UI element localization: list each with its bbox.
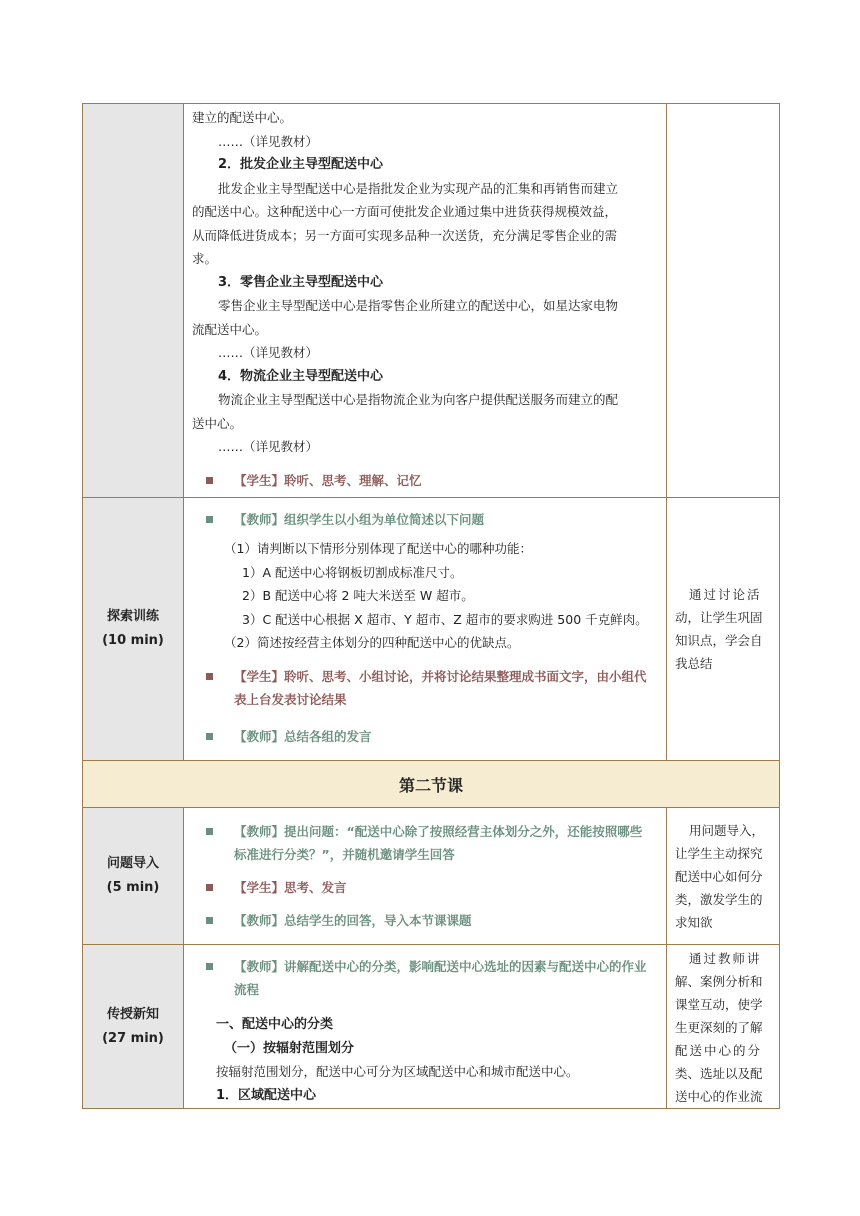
design-intent-text: 课堂互动，使学: [675, 997, 763, 1012]
student-activity-text: 表上台发表讨论结果: [234, 691, 347, 707]
section-title: 第二节课: [398, 775, 463, 795]
table-row: [83, 498, 780, 761]
content-line: ……（详见教材）: [218, 345, 319, 360]
design-intent-text: 生更深刻的了解: [675, 1020, 763, 1035]
teacher-activity-text: 【教师】提出问题：“配送中心除了按照经营主体划分之外，还能按照哪些: [234, 824, 643, 839]
question-line: 3）C 配送中心根据 X 超市、Y 超市、Z 超市的要求购进 500 千克鲜肉。: [242, 611, 648, 627]
stage-time: (10 min): [102, 633, 164, 648]
teacher-activity-text: 【教师】讲解配送中心的分类，影响配送中心选址的因素与配送中心的作业: [234, 959, 647, 974]
stage-label-cell: [83, 945, 184, 1109]
table-row: [83, 945, 780, 1109]
design-intent-text: 我总结: [675, 656, 713, 671]
question-line: （1）请判断以下情形分别体现了配送中心的哪种功能：: [224, 541, 532, 556]
square-bullet-icon: [206, 963, 213, 970]
teacher-activity: [184, 820, 666, 866]
heading-level-1: 一、配送中心的分类: [216, 1017, 334, 1032]
student-activity: [184, 665, 666, 711]
square-bullet-icon: [206, 673, 213, 680]
teacher-activity: [184, 909, 666, 932]
design-intent-text: 用问题导入，: [689, 822, 765, 838]
stage-time: (5 min): [106, 880, 160, 895]
design-intent-text: 配送中心的分: [675, 1043, 763, 1058]
content-line: ……（详见教材）: [218, 133, 319, 149]
square-bullet-icon: [206, 884, 213, 891]
content-cell: [184, 104, 667, 498]
stage-title: 探索训练: [106, 609, 159, 624]
content-line: ……（详见教材）: [218, 439, 319, 454]
question-line: 2）B 配送中心将 2 吨大米送至 W 超市。: [242, 588, 474, 603]
heading-level-2: （一）按辐射范围划分: [224, 1040, 355, 1056]
stage-label-cell: [83, 808, 184, 945]
design-intent-cell: [667, 808, 780, 945]
design-intent-text: 知识点，学会自: [675, 633, 763, 648]
content-line: 物流企业主导型配送中心是指物流企业为向客户提供配送服务而建立的配: [218, 392, 619, 407]
student-activity: [184, 469, 666, 492]
student-activity-text: 【学生】思考、发言: [234, 880, 347, 895]
teacher-activity-text: 【教师】总结学生的回答，导入本节课课题: [234, 913, 472, 928]
sub-heading: 4．物流企业主导型配送中心: [218, 368, 384, 384]
square-bullet-icon: [206, 516, 213, 523]
design-intent-text: 通过讨论活: [689, 587, 762, 602]
square-bullet-icon: [206, 733, 213, 740]
design-intent-cell: [667, 104, 780, 498]
content-line: 从而降低进货成本；另一方面可实现多品种一次送货，充分满足零售企业的需: [192, 227, 618, 243]
teacher-activity: [184, 955, 666, 1001]
table-row: [83, 808, 780, 945]
design-intent-text: 动，让学生巩固: [675, 610, 763, 625]
content-line: 流配送中心。: [192, 321, 268, 337]
content-line: 求。: [192, 251, 218, 266]
content-line: 送中心。: [192, 415, 243, 431]
design-intent-cell: [667, 498, 780, 761]
stage-time: (27 min): [102, 1030, 164, 1046]
teacher-activity-text: 标准进行分类？”，并随机邀请学生回答: [234, 847, 455, 862]
teacher-activity: [184, 508, 666, 531]
design-intent-text: 送中心的作业流: [675, 1089, 763, 1104]
design-intent-text: 解、案例分析和: [675, 974, 763, 989]
sub-heading: 2．批发企业主导型配送中心: [218, 157, 384, 172]
square-bullet-icon: [206, 828, 213, 835]
content-cell: [184, 945, 667, 1109]
student-activity: [184, 876, 666, 899]
square-bullet-icon: [206, 917, 213, 924]
question-line: （2）简述按经营主体划分的四种配送中心的优缺点。: [224, 635, 520, 650]
content-cell: [184, 808, 667, 945]
square-bullet-icon: [206, 477, 213, 484]
design-intent-text: 让学生主动探究: [675, 845, 763, 861]
question-line: 1）A 配送中心将钢板切割成标准尺寸。: [242, 564, 463, 580]
student-activity-text: 【学生】聆听、思考、小组讨论，并将讨论结果整理成书面文字，由小组代: [234, 668, 647, 684]
teacher-activity-text: 流程: [234, 982, 260, 997]
section-header-cell: [83, 761, 780, 808]
content-line: 按辐射范围划分，配送中心可分为区域配送中心和城市配送中心。: [216, 1064, 579, 1079]
content-line: 的配送中心。这种配送中心一方面可使批发企业通过集中进货获得规模效益，: [192, 204, 618, 219]
teacher-activity: [184, 725, 666, 748]
content-line: 零售企业主导型配送中心是指零售企业所建立的配送中心，如星达家电物: [218, 298, 619, 313]
section-header-row: [83, 761, 780, 808]
stage-label-cell: [83, 498, 184, 761]
teacher-activity-text: 【教师】总结各组的发言: [234, 728, 372, 744]
lesson-plan-table: [82, 103, 780, 1109]
content-cell: [184, 498, 667, 761]
design-intent-cell: [667, 945, 780, 1109]
design-intent-text: 配送中心如何分: [675, 868, 763, 884]
table-row: [83, 104, 780, 498]
student-activity-text: 【学生】聆听、思考、理解、记忆: [234, 472, 422, 488]
content-line: 建立的配送中心。: [192, 110, 293, 125]
content-line: 批发企业主导型配送中心是指批发企业为实现产品的汇集和再销售而建立: [218, 180, 619, 196]
sub-heading: 3．零售企业主导型配送中心: [218, 274, 384, 290]
stage-title: 传授新知: [106, 1006, 159, 1022]
stage-title: 问题导入: [106, 856, 159, 871]
design-intent-text: 类，激发学生的: [675, 891, 763, 907]
design-intent-text: 类、选址以及配: [675, 1066, 763, 1081]
stage-label-cell: [83, 104, 184, 498]
design-intent-text: 求知欲: [675, 914, 713, 930]
sub-heading: 1．区域配送中心: [216, 1087, 317, 1103]
teacher-activity-text: 【教师】组织学生以小组为单位简述以下问题: [234, 512, 485, 527]
design-intent-text: 通过教师讲: [689, 951, 762, 966]
